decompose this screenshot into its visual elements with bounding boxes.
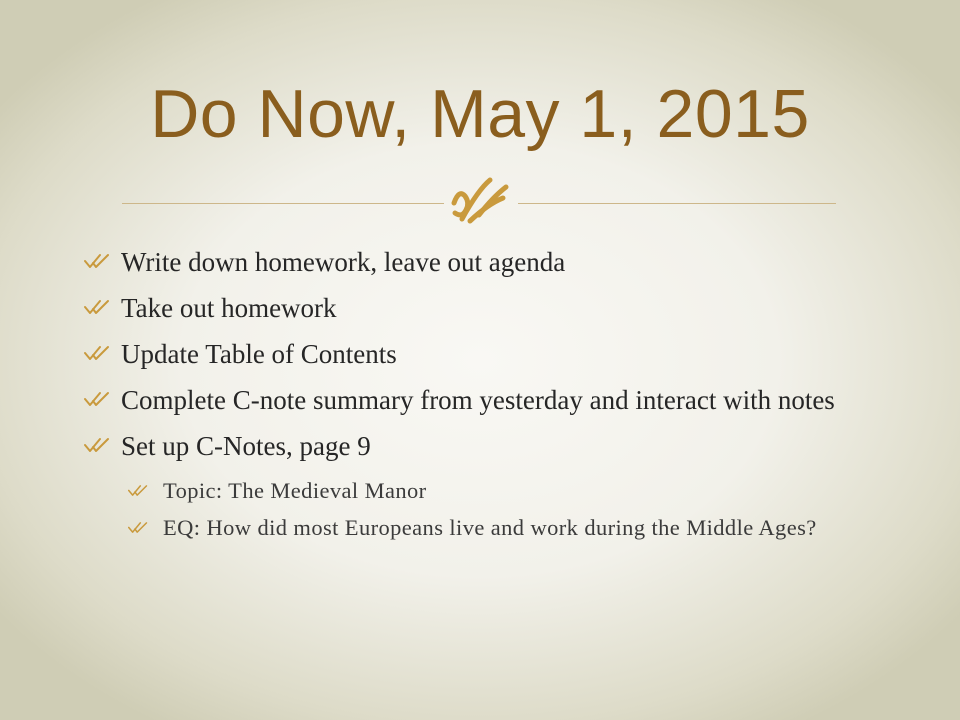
bullet-item — [84, 430, 844, 462]
double-check-icon — [84, 391, 110, 407]
bullet-text: Take out homework — [121, 293, 337, 323]
sub-bullet-item — [128, 476, 844, 505]
bullet-item — [84, 292, 844, 324]
double-check-icon — [84, 299, 110, 315]
double-check-icon — [84, 253, 110, 269]
bullet-text: Update Table of Contents — [121, 339, 397, 369]
bullet-item — [84, 338, 844, 370]
title-divider-left — [122, 203, 444, 204]
flourish-icon — [448, 176, 514, 226]
sub-bullet-text: Topic: The Medieval Manor — [163, 478, 427, 503]
bullet-item — [84, 246, 844, 278]
title-divider-right — [518, 203, 836, 204]
sub-bullet-text: EQ: How did most Europeans live and work during the Middle Ages? — [163, 515, 817, 540]
bullet-item — [84, 384, 844, 416]
bullet-text: Set up C-Notes, page 9 — [121, 431, 371, 461]
bullet-text: Complete C-note summary from yesterday and interact with notes — [121, 385, 835, 415]
slide-title: Do Now, May 1, 2015 — [150, 76, 810, 152]
double-check-icon — [84, 437, 110, 453]
double-check-icon — [84, 345, 110, 361]
sub-bullet-item — [128, 513, 844, 542]
double-check-icon — [128, 521, 148, 534]
bullet-list — [84, 246, 844, 550]
bullet-text: Write down homework, leave out agenda — [121, 247, 566, 277]
double-check-icon — [128, 484, 148, 497]
